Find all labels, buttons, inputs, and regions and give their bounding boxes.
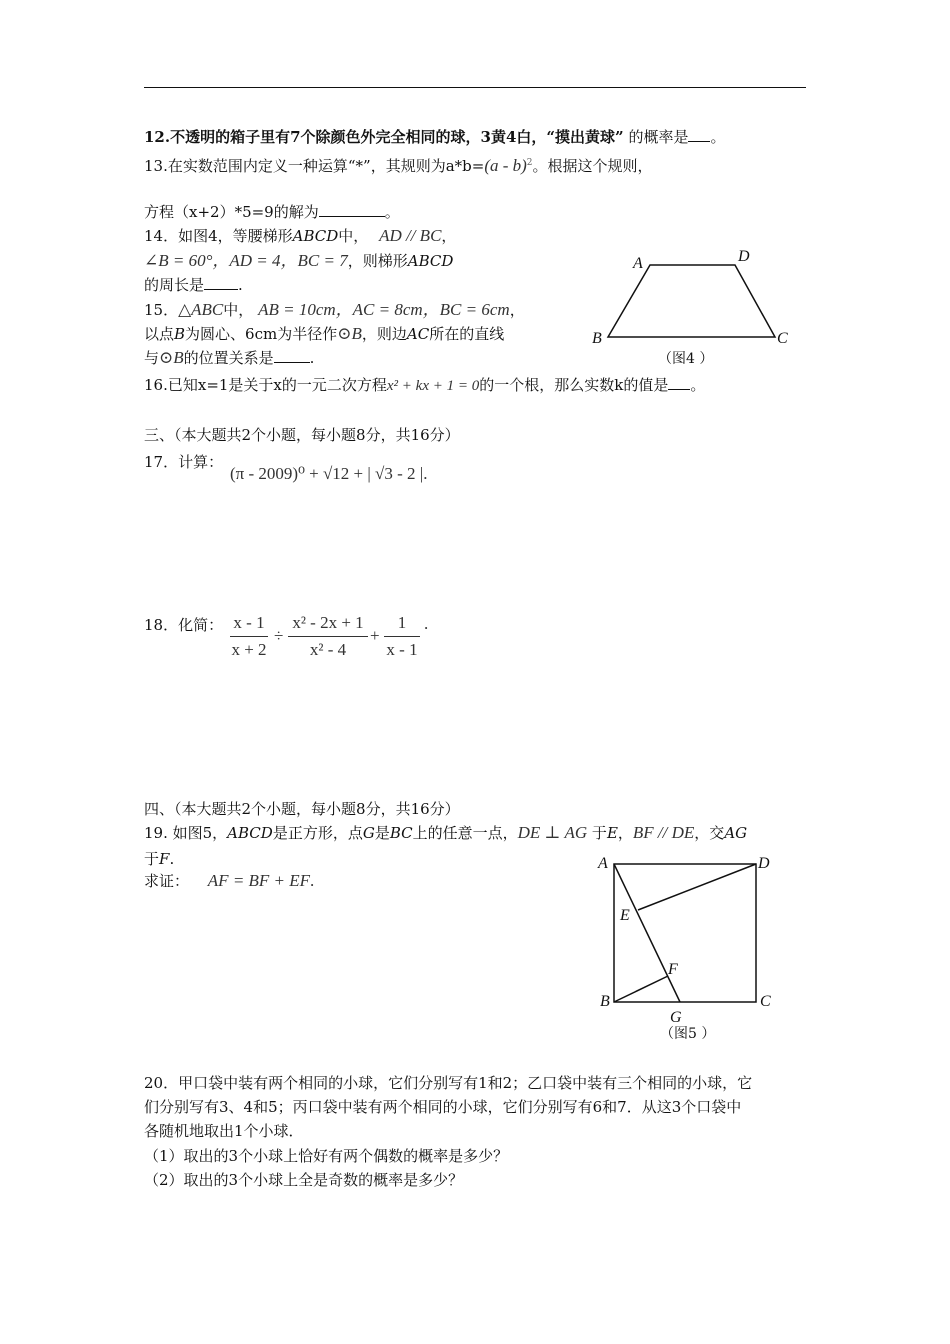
question-16 — [144, 375, 705, 396]
q17-label: 17．计算： — [144, 453, 224, 471]
q18-f1-numerator: x - 1 — [233, 613, 265, 632]
q15-side-ac: AC — [406, 325, 430, 343]
q19-line2b: . — [169, 850, 175, 868]
q18-fraction-1 — [230, 612, 268, 661]
figure-4-trapezoid — [580, 245, 800, 370]
q19-comma: ， — [617, 824, 633, 842]
q17-end: . — [423, 464, 428, 483]
q18-f1-denominator: x + 2 — [231, 640, 267, 659]
q15-lead: 15． — [144, 301, 179, 319]
fig4-label-c: C — [777, 330, 788, 347]
q16-text: 16.已知x=1是关于x的一元二次方程 — [144, 376, 387, 394]
question-14-line3 — [144, 275, 243, 295]
q19-side-bc: BC — [389, 824, 413, 842]
q14-conditions: ∠B = 60°，AD = 4，BC = 7 — [144, 251, 348, 270]
fig5-caption: （图5 ） — [660, 1026, 716, 1042]
q14-zhong: 中， — [338, 227, 369, 245]
segment-bf — [614, 976, 668, 1002]
q18-f2-denominator: x² - 4 — [309, 640, 347, 659]
question-17-expression — [230, 462, 427, 486]
q18-fraction-2 — [288, 612, 368, 661]
fig5-label-b: B — [600, 993, 610, 1010]
q18-f3-denominator: x - 1 — [386, 640, 418, 659]
q19-parallel: BF // DE — [632, 823, 695, 842]
q19-line2a: 于 — [144, 850, 160, 868]
q14-cond-tail: ，则梯形 — [347, 252, 408, 270]
q19-jiao: ，交 — [694, 824, 725, 842]
q12-tail: 的概率是 — [628, 128, 689, 146]
question-15-line3 — [144, 348, 314, 368]
q20-line1: 20．甲口袋中装有两个相同的小球，它们分别写有1和2；乙口袋中装有三个相同的小球，它 — [144, 1074, 753, 1092]
q19-point-e: E — [606, 824, 618, 842]
segment-de — [638, 864, 756, 910]
q19-line-ag: AG — [724, 824, 748, 842]
q19-prove-end: . — [310, 871, 315, 890]
q18-plus: + — [370, 626, 380, 645]
q14-answer-blank — [204, 275, 238, 290]
fig4-caption: （图4 ） — [658, 351, 714, 367]
q15-answer-blank — [274, 348, 310, 363]
q12-answer-blank — [688, 127, 710, 142]
header-rule — [144, 87, 806, 88]
q15-line2c: ，则边 — [361, 325, 407, 343]
q20-subquestion-2: （2）取出的3个小球上全是奇数的概率是多少？ — [144, 1171, 464, 1189]
question-12 — [144, 127, 725, 147]
q18-divide: ÷ — [274, 626, 284, 645]
q17-expr: (π - 2009)⁰ + √12 + | √3 - 2 | — [230, 464, 424, 483]
q18-fraction-3 — [384, 612, 420, 661]
q19-line1a: 19. 如图5， — [144, 824, 228, 842]
q19-line1d: 上的任意一点， — [412, 824, 518, 842]
q19-point-g: G — [362, 824, 375, 842]
question-15-line2 — [144, 324, 504, 344]
section-4-heading: 四、（本大题共2个小题，每小题8分，共16分） — [144, 800, 460, 818]
q18-end: . — [424, 614, 429, 633]
question-13-line1 — [144, 153, 653, 176]
q15-mid: 中， — [223, 301, 254, 319]
q14-line1: 14．如图4，等腰梯形 — [144, 227, 293, 245]
question-15-line1 — [144, 300, 525, 320]
q18-f2-numerator: x² - 2x + 1 — [292, 613, 364, 632]
fig5-label-g: G — [670, 1009, 682, 1026]
q14-end: . — [238, 276, 243, 294]
q14-parallel: AD // BC — [379, 226, 442, 245]
fig5-label-d: D — [758, 855, 770, 872]
q20-subquestion-1: （1）取出的3个小球上恰好有两个偶数的概率是多少？ — [144, 1147, 509, 1165]
q15-circle-b: ⊙B — [337, 324, 362, 343]
q14-abcd2: ABCD — [407, 252, 454, 270]
q13-line2-end: 。 — [384, 203, 400, 221]
fig4-label-a: A — [633, 255, 643, 272]
q13-formula: (a - b) — [484, 156, 527, 175]
q15-line2a: 以点 — [144, 325, 175, 343]
q19-abcd: ABCD — [227, 824, 273, 842]
section-3-heading: 三、（本大题共2个小题，每小题8分，共16分） — [144, 426, 460, 444]
fig5-label-e: E — [620, 907, 630, 924]
q15-line3b: 的位置关系是 — [183, 349, 274, 367]
question-14-line1 — [144, 226, 456, 246]
q19-prove-statement: AF = BF + EF — [207, 871, 311, 890]
q15-line2d: 所在的直线 — [429, 325, 505, 343]
q15-line3a: 与 — [144, 349, 160, 367]
question-19-prove — [144, 871, 314, 891]
segment-ag — [614, 864, 680, 1002]
q19-perpendicular: DE ⊥ AG — [517, 823, 588, 842]
q16-end: 。 — [690, 376, 706, 394]
q18-f3-numerator: 1 — [397, 613, 407, 632]
fig5-label-a: A — [598, 855, 608, 872]
q20-line2: 们分别写有3、4和5；丙口袋中装有两个相同的小球，它们分别写有6和7．从这3个口袋中 — [144, 1098, 742, 1116]
q16-tail: 的一个根，那么实数k的值是 — [479, 376, 669, 394]
square-abcd — [614, 864, 756, 1002]
q13-line1: 13.在实数范围内定义一种运算“*”，其规则为a*b= — [144, 157, 485, 175]
q14-line3: 的周长是 — [144, 276, 205, 294]
q15-triangle: △ABC — [178, 300, 224, 319]
fig5-label-c: C — [760, 993, 771, 1010]
q20-line3: 各随机地取出1个小球． — [144, 1122, 304, 1140]
fig4-label-d: D — [738, 248, 750, 265]
q13-answer-blank — [319, 202, 385, 217]
question-13-line2 — [144, 202, 400, 222]
q12-text: 12.不透明的箱子里有7个除颜色外完全相同的球，3黄4白，“摸出黄球” — [144, 128, 624, 146]
q15-conditions: AB = 10cm，AC = 8cm，BC = 6cm — [258, 300, 510, 319]
q13-line1-tail: 。根据这个规则， — [532, 157, 653, 175]
fig4-label-b: B — [592, 330, 602, 347]
question-19-line1 — [144, 823, 747, 843]
q19-yu: 于 — [591, 824, 607, 842]
q14-abcd: ABCD — [292, 227, 339, 245]
q19-line1c: 是 — [374, 824, 390, 842]
q15-end: . — [309, 349, 315, 367]
q13-exponent: 2 — [526, 158, 533, 168]
fig5-label-f: F — [668, 961, 678, 978]
q15-line2b: 为圆心、6cm为半径作 — [185, 325, 338, 343]
trapezoid-shape — [608, 265, 775, 337]
question-14-line2 — [144, 251, 453, 271]
q12-end: 。 — [710, 128, 726, 146]
q15-comma: ， — [509, 301, 525, 319]
q19-line1b: 是正方形，点 — [272, 824, 363, 842]
q13-line2: 方程（x+2）*5=9的解为 — [144, 203, 319, 221]
q15-circle-b2: ⊙B — [159, 348, 184, 367]
q19-prove-label: 求证： — [144, 872, 190, 890]
q14-comma: ， — [441, 227, 457, 245]
q15-point-b: B — [174, 325, 186, 343]
figure-5-square — [590, 850, 790, 1050]
q18-label: 18．化简： — [144, 616, 224, 634]
q16-answer-blank — [668, 375, 690, 390]
q19-point-f: F — [159, 850, 170, 868]
q16-equation: x² + kx + 1 = 0 — [386, 378, 480, 394]
question-19-line2 — [144, 849, 174, 869]
